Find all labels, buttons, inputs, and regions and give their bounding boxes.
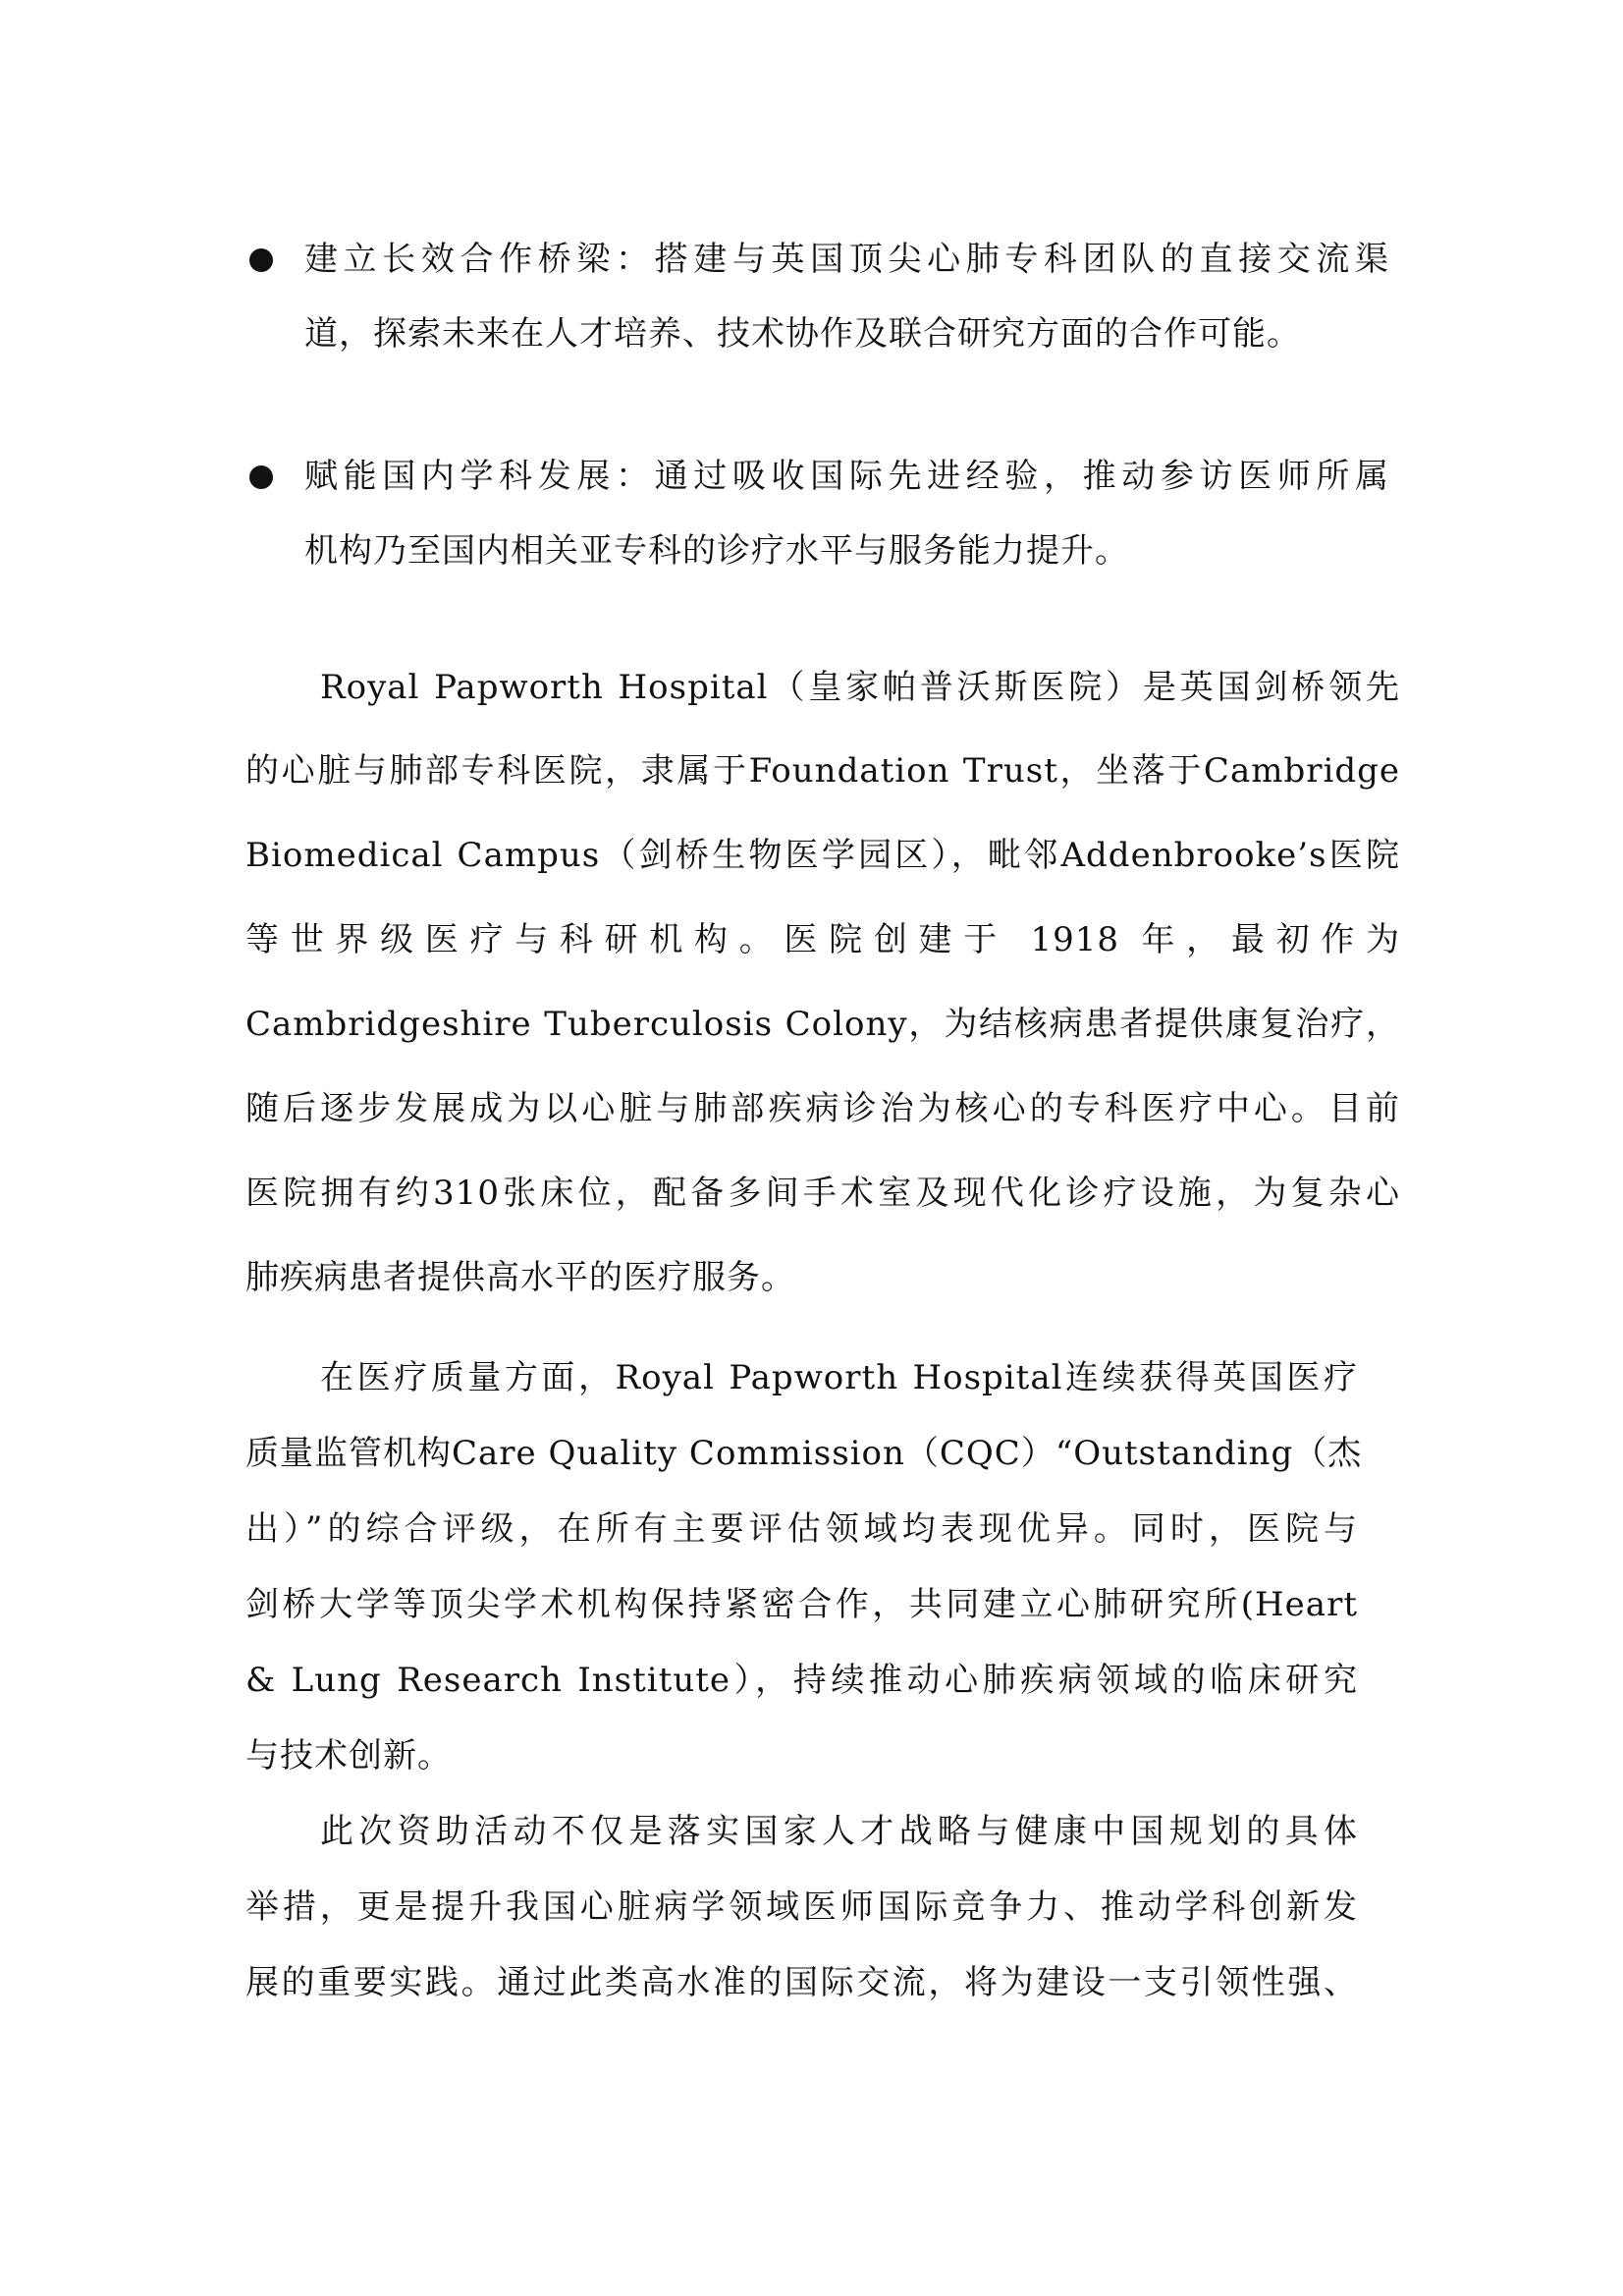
paragraph-line: Royal Papworth Hospital（皇家帕普沃斯医院）是英国剑桥领先 xyxy=(320,668,1400,707)
paragraph-line: 举措，更是提升我国心脏病学领域医师国际竞争力、推动学科创新发 xyxy=(245,1887,1358,1927)
bullet-line: 建立长效合作桥梁：搭建与英国顶尖心肺专科团队的直接交流渠 xyxy=(304,240,1389,279)
paragraph-line: 与技术创新。 xyxy=(245,1736,452,1776)
paragraph-line: 展的重要实践。通过此类高水准的国际交流，将为建设一支引领性强、 xyxy=(245,1963,1358,2002)
bullet-line: 道，探索未来在人才培养、技术协作及联合研究方面的合作可能。 xyxy=(304,314,1301,354)
paragraph-line: 肺疾病患者提供高水平的医疗服务。 xyxy=(245,1258,795,1297)
paragraph-line: 在医疗质量方面，Royal Papworth Hospital连续获得英国医疗 xyxy=(320,1358,1358,1397)
paragraph-line: 等世界级医疗与科研机构。医院创建于 1918 年，最初作为 xyxy=(245,920,1400,959)
bullet-dot-icon xyxy=(249,248,273,272)
paragraph-line: 出）”的综合评级，在所有主要评估领域均表现优异。同时，医院与 xyxy=(245,1509,1358,1549)
paragraph-line: 医院拥有约310张床位，配备多间手术室及现代化诊疗设施，为复杂心 xyxy=(245,1174,1400,1213)
paragraph-line: & Lung Research Institute），持续推动心肺疾病领域的临床研究 xyxy=(245,1661,1358,1700)
paragraph-line: 质量监管机构Care Quality Commission（CQC）“Outstanding（杰 xyxy=(245,1434,1363,1473)
paragraph-line: 随后逐步发展成为以心脏与肺部疾病诊治为核心的专科医疗中心。目前 xyxy=(245,1089,1400,1128)
bullet-line: 赋能国内学科发展：通过吸收国际先进经验，推动参访医师所属 xyxy=(304,457,1389,496)
paragraph-line: Biomedical Campus（剑桥生物医学园区），毗邻Addenbrooke’s医院 xyxy=(245,836,1400,875)
paragraph-line: 此次资助活动不仅是落实国家人才战略与健康中国规划的具体 xyxy=(320,1812,1358,1851)
bullet-line: 机构乃至国内相关亚专科的诊疗水平与服务能力提升。 xyxy=(304,531,1129,571)
paragraph-line: Cambridgeshire Tuberculosis Colony，为结核病患者提供康复治疗， xyxy=(245,1005,1400,1044)
bullet-dot-icon xyxy=(249,465,273,489)
paragraph-line: 剑桥大学等顶尖学术机构保持紧密合作，共同建立心肺研究所(Heart xyxy=(245,1585,1358,1624)
paragraph-line: 的心脏与肺部专科医院，隶属于Foundation Trust，坐落于Cambridge xyxy=(245,751,1400,791)
